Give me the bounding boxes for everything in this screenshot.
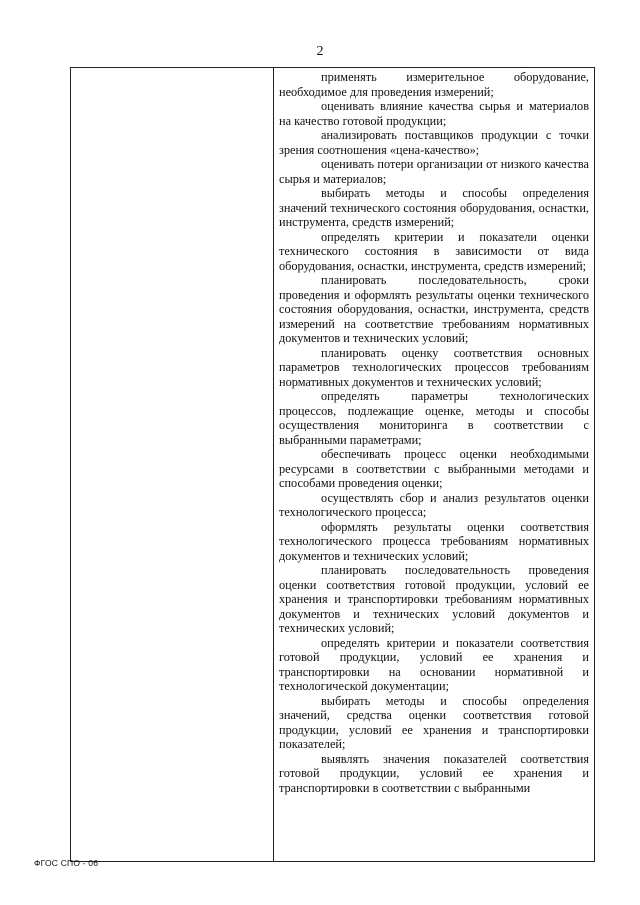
column-divider <box>273 68 274 861</box>
skill-item: обеспечивать процесс оценки необходимыми ресурсами в соответствии с выбранными методами и способами проведения оценки; <box>279 447 589 490</box>
skill-item: планировать последовательность проведения оценки соответствия готовой продукции, условий ее хранения и транспортировки требованиям нормативных документов и технических условий документов и технических условий; <box>279 563 589 635</box>
skill-item: оценивать потери организации от низкого качества сырья и материалов; <box>279 157 589 186</box>
skill-item: выбирать методы и способы определения значений технического состояния оборудования, оснастки, инструмента, средств измерений; <box>279 186 589 229</box>
skill-item: определять параметры технологических процессов, подлежащие оценке, методы и способы осуществления мониторинга в соответствии с выбранными параметрами; <box>279 389 589 447</box>
skill-item: выбирать методы и способы определения значений, средства оценки соответствия готовой продукции, условий ее хранения и транспортировки показателей; <box>279 693 589 751</box>
skill-item: анализировать поставщиков продукции с точки зрения соотношения «цена-качество»; <box>279 128 589 157</box>
page-number: 2 <box>316 44 324 59</box>
competency-table <box>70 67 595 862</box>
document-footer: ФГОС СПО - 06 <box>34 858 99 868</box>
skill-item: определять критерии и показатели оценки технического состояния в зависимости от вида оборудования, оснастки, инструмента, средств измерений; <box>279 229 589 273</box>
skill-item: планировать оценку соответствия основных параметров технологических процессов требованиям нормативных документов и технических условий; <box>279 345 589 389</box>
skill-item: планировать последовательность, сроки проведения и оформлять результаты оценки технического состояния оборудования, оснастки, инструмента, средств измерений на соответствие требованиям нормативных документов и технических условий; <box>279 273 589 345</box>
skill-item: применять измерительное оборудование, необходимое для проведения измерений; <box>279 70 589 99</box>
skill-item: выявлять значения показателей соответствия готовой продукции, условий ее хранения и транспортировки в соответствии с выбранными <box>279 751 589 795</box>
skill-item: оценивать влияние качества сырья и материалов на качество готовой продукции; <box>279 99 589 128</box>
skill-item: оформлять результаты оценки соответствия технологического процесса требованиям нормативных документов и технических условий; <box>279 519 589 563</box>
skill-item: осуществлять сбор и анализ результатов оценки технологического процесса; <box>279 490 589 519</box>
skill-item: определять критерии и показатели соответствия готовой продукции, условий ее хранения и транспортировки на основании нормативной и технологической документации; <box>279 635 589 693</box>
skills-cell <box>279 70 589 861</box>
